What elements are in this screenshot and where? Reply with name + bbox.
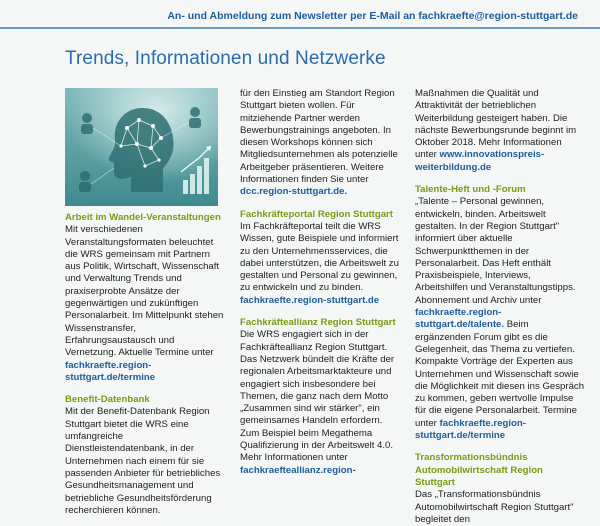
talente-link[interactable]: fachkraefte.region-stuttgart.de/talente. (415, 307, 505, 331)
column-2 (240, 88, 400, 477)
page-title: Trends, Informationen und Netzwerke (65, 48, 386, 69)
section-body: Die WRS engagiert sich in der Fachkräfteallianz Region Stuttgart. Das Netzwerk bündelt die Kräfte der regionalen Arbeitsmarktakteure und engagiert sich insbesondere bei Themen, die ganz nach dem Motto „Zusammen sind wir stärker", ein gemeinsames Handeln erfordern. Zum Beispiel beim Megathema Qualifizierung in der Arbeitswelt 4.0. Mehr Informationen unter fachkraefteallianz.region- (240, 329, 395, 476)
column-1 (65, 212, 225, 517)
termine-link[interactable]: fachkraefte.region-stuttgart.de/termine (65, 359, 156, 383)
fachkraefte-portal-link[interactable]: fachkraefte.region-stuttgart.de (240, 294, 380, 306)
section-body: Im Fachkräfteportal teilt die WRS Wissen, gute Beispiele und informiert zu den Unternehmensservices, die dabei unterstützen, die Arbeitswelt zu gestalten und Personal zu gewinnen, zu entwickeln und zu binden. fachkraefte.region-stuttgart.de (240, 220, 399, 306)
section-body: „Talente – Personal gewinnen, entwickeln, binden. Arbeitswelt gestalten. In der Region Stuttgart" informiert über aktuelle Schwerpunktthemen in der Personalarbeit. Das Heft enthält Praxisbeispiele, Interviews, Arbeitshilfen und Veranstaltungstipps. Abonnement und Archiv unter fachkraefte.region-stuttgart.de/talente. Beim ergänzenden Forum gibt es die Gelegenheit, das Thema zu vertiefen. Kompakte Vorträge der Experten aus Unternehmen und Wissenschaft sowie die Möglichkeit mit diesen ins Gespräch zu kommen, geben wertvolle Impulse für die eigene Personalarbeit. Termine unter fachkraefte.region-stuttgart.de/termine (415, 196, 585, 442)
header-rule (0, 27, 600, 29)
newsletter-text: An- und Abmeldung zum Newsletter per E-Mail an fachkraefte@region-stuttgart.de (167, 10, 578, 22)
section-heading-benefit-datenbank: Benefit-Datenbank (65, 394, 150, 406)
section-body: Das „Transformationsbündnis Automobilwirtschaft Region Stuttgart" begleitet den (415, 489, 574, 525)
section-body: Mit der Benefit-Datenbank Region Stuttgart bietet die WRS eine umfangreiche Dienstleistendatenbank, in der Unternehmen nach einem für sie passenden Anbieter für betriebliches Gesundheitsmanagement und betriebliche Gesundheitsförderung recherchieren können. (65, 406, 221, 516)
section-heading-fachkraefteallianz: Fachkräfteallianz Region Stuttgart (240, 317, 396, 329)
dcc-link[interactable]: dcc.region-stuttgart.de. (240, 186, 348, 198)
section-heading-talente: Talente-Heft und -Forum (415, 184, 526, 196)
termine-link-2[interactable]: fachkraefte.region-stuttgart.de/termine (415, 417, 526, 442)
innovationspreis-link[interactable]: www.innovationspreis-weiterbildung.de (415, 149, 545, 173)
newsletter-bar (0, 0, 600, 30)
column-3 (415, 88, 585, 526)
section-heading-arbeit-im-wandel: Arbeit im Wandel-Veranstaltungen (65, 212, 221, 223)
hero-illustration (65, 88, 218, 206)
section-heading-fachkraefteportal: Fachkräfteportal Region Stuttgart (240, 208, 393, 220)
section-body: für den Einstieg am Standort Region Stuttgart bieten wollen. Für mitziehende Partner werden Bewerbungstrainings angeboten. In diesen Workshops können sich Mitgliedsunternehmen als potenzielle Arbeitgeber präsentieren. Weitere Informationen finden Sie unter dcc.region-stuttgart.de. (240, 88, 398, 198)
section-body: Mit verschiedenen Veranstaltungsformaten beleuchtet die WRS gemeinsam mit Partnern aus Politik, Wirtschaft, Wissenschaft und Verwaltung Trends und praxiserprobte Ansätze der gegenwärtigen und zukünftigen Personalarbeit. Im Mittelpunkt stehen Wissenstransfer, Erfahrungsaustausch und Vernetzung. Aktuelle Termine unter fachkraefte.region-stuttgart.de/termine (65, 224, 224, 383)
fachkraefteallianz-link[interactable]: fachkraefteallianz.region- (240, 464, 356, 476)
section-body: Maßnahmen die Qualität und Attraktivität der betrieblichen Weiterbildung gesteigert haben. Die nächste Bewerbungsrunde beginnt im Oktober 2018. Mehr Informationen unter www.innovationspreis-weiterbildung.de (415, 88, 577, 173)
network-head-illustration (65, 88, 218, 206)
section-heading-transformationsbuendnis: Transformationsbündnis Automobilwirtschaft Region Stuttgart (415, 452, 543, 488)
